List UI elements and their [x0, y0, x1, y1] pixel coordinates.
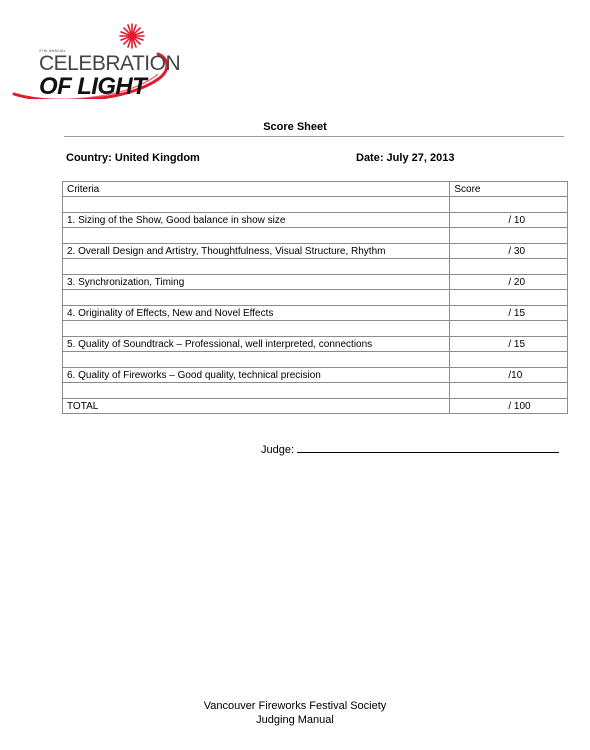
celebration-of-light-logo — [12, 14, 181, 100]
score-cell: / 10 — [450, 213, 568, 228]
total-score-cell: / 100 — [450, 399, 568, 414]
page-title: Score Sheet — [263, 121, 327, 133]
criteria-cell: 3. Synchronization, Timing — [63, 275, 450, 290]
logo-line-2: OF LIGHT — [39, 73, 147, 100]
logo-annual-text: 27th ANNUAL — [39, 48, 67, 53]
table-row — [63, 275, 568, 290]
total-row — [63, 399, 568, 414]
footer-document-name: Judging Manual — [256, 714, 334, 726]
total-label-cell: TOTAL — [63, 399, 450, 414]
table-spacer-row — [63, 228, 568, 244]
table-row — [63, 306, 568, 321]
table-spacer-row — [63, 352, 568, 368]
judge-signature-line — [297, 443, 559, 453]
table-spacer-row — [63, 259, 568, 275]
date-field: Date: July 27, 2013 — [356, 152, 455, 164]
table-row — [63, 337, 568, 352]
table-row — [63, 368, 568, 383]
table-header-row — [63, 182, 568, 197]
score-cell: / 30 — [450, 244, 568, 259]
score-table — [62, 181, 568, 414]
score-column-header: Score — [450, 182, 568, 197]
criteria-cell: 4. Originality of Effects, New and Novel Effects — [63, 306, 450, 321]
score-cell: / 15 — [450, 337, 568, 352]
table-spacer-row — [63, 383, 568, 399]
table-row — [63, 244, 568, 259]
table-spacer-row — [63, 197, 568, 213]
criteria-cell: 6. Quality of Fireworks – Good quality, technical precision — [63, 368, 450, 383]
title-divider — [64, 136, 564, 137]
criteria-column-header: Criteria — [63, 182, 450, 197]
table-row — [63, 213, 568, 228]
judge-label: Judge: — [261, 444, 295, 456]
judge-signature-field — [261, 443, 559, 456]
score-cell: / 20 — [450, 275, 568, 290]
score-cell: / 15 — [450, 306, 568, 321]
table-spacer-row — [63, 290, 568, 306]
footer-organization: Vancouver Fireworks Festival Society — [203, 700, 387, 712]
criteria-cell: 5. Quality of Soundtrack – Professional, well interpreted, connections — [63, 337, 450, 352]
criteria-cell: 2. Overall Design and Artistry, Thoughtfulness, Visual Structure, Rhythm — [63, 244, 450, 259]
score-cell: /10 — [450, 368, 568, 383]
country-field: Country: United Kingdom — [66, 152, 200, 164]
page-footer — [0, 699, 590, 727]
table-spacer-row — [63, 321, 568, 337]
criteria-cell: 1. Sizing of the Show, Good balance in show size — [63, 213, 450, 228]
logo-line-1: CELEBRATION — [39, 52, 181, 75]
